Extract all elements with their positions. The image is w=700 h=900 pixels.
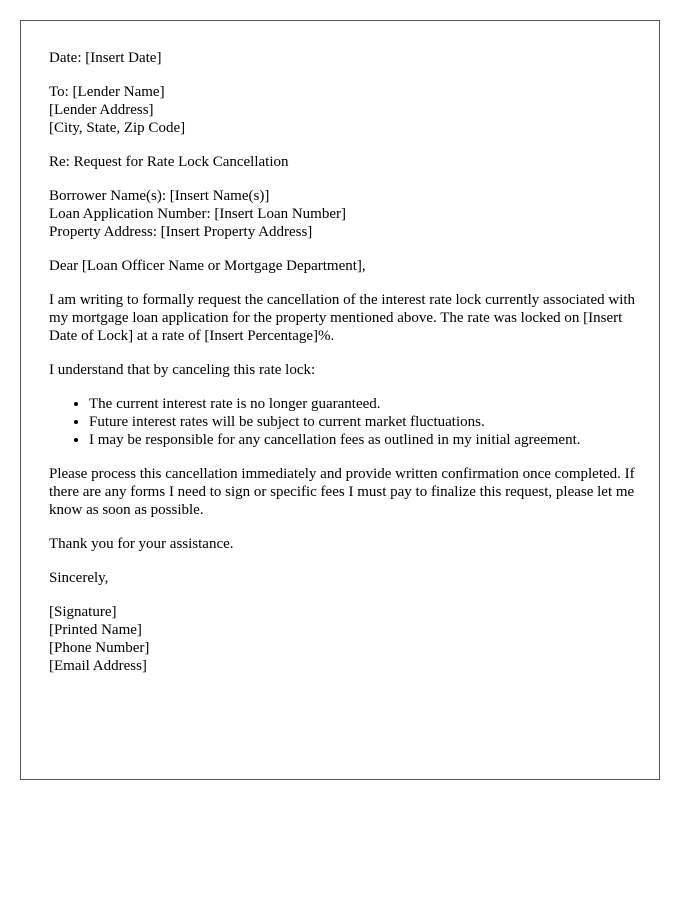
loan-number-line: Loan Application Number: [Insert Loan Number] xyxy=(49,206,346,222)
list-item: • I may be responsible for any cancellation fees as outlined in my initial agreement. xyxy=(89,431,639,449)
recipient-name-line: To: [Lender Name] xyxy=(49,84,165,100)
date-block xyxy=(49,49,639,67)
property-address-line: Property Address: [Insert Property Address] xyxy=(49,224,313,240)
letter-body xyxy=(49,49,639,691)
letter-page xyxy=(20,20,660,780)
list-item: • The current interest rate is no longer guaranteed. xyxy=(89,395,639,413)
subject-line: Re: Request for Rate Lock Cancellation xyxy=(49,154,289,170)
phone-number-line: [Phone Number] xyxy=(49,640,150,656)
closing-block xyxy=(49,569,639,587)
salutation-block xyxy=(49,257,639,275)
process-request-paragraph: Please process this cancellation immediately and provide written confirmation once completed. If there are any forms I need to sign or specific fees I must pay to finalize this request, please let me know as soon as possible. xyxy=(49,466,635,518)
request-paragraph: I am writing to formally request the cancellation of the interest rate lock currently associated with my mortgage loan application for the property mentioned above. The rate was locked on [Insert Date of Lock] at a rate of [Insert Percentage]%. xyxy=(49,292,636,344)
signature-block xyxy=(49,603,639,675)
subject-block xyxy=(49,153,639,171)
borrower-info-block xyxy=(49,187,639,241)
signature-line: [Signature] xyxy=(49,604,117,620)
recipient-block xyxy=(49,83,639,137)
list-item: • Future interest rates will be subject to current market fluctuations. xyxy=(89,413,639,431)
date-line: Date: [Insert Date] xyxy=(49,50,162,66)
borrower-name-line: Borrower Name(s): [Insert Name(s)] xyxy=(49,188,270,204)
thanks-paragraph: Thank you for your assistance. xyxy=(49,536,234,552)
understanding-paragraph: I understand that by canceling this rate lock: xyxy=(49,362,316,378)
printed-name-line: [Printed Name] xyxy=(49,622,142,638)
closing: Sincerely, xyxy=(49,570,109,586)
email-address-line: [Email Address] xyxy=(49,658,147,674)
recipient-address-line: [Lender Address] xyxy=(49,102,154,118)
recipient-city-line: [City, State, Zip Code] xyxy=(49,120,186,136)
conditions-list xyxy=(49,395,639,449)
salutation: Dear [Loan Officer Name or Mortgage Department], xyxy=(49,258,366,274)
